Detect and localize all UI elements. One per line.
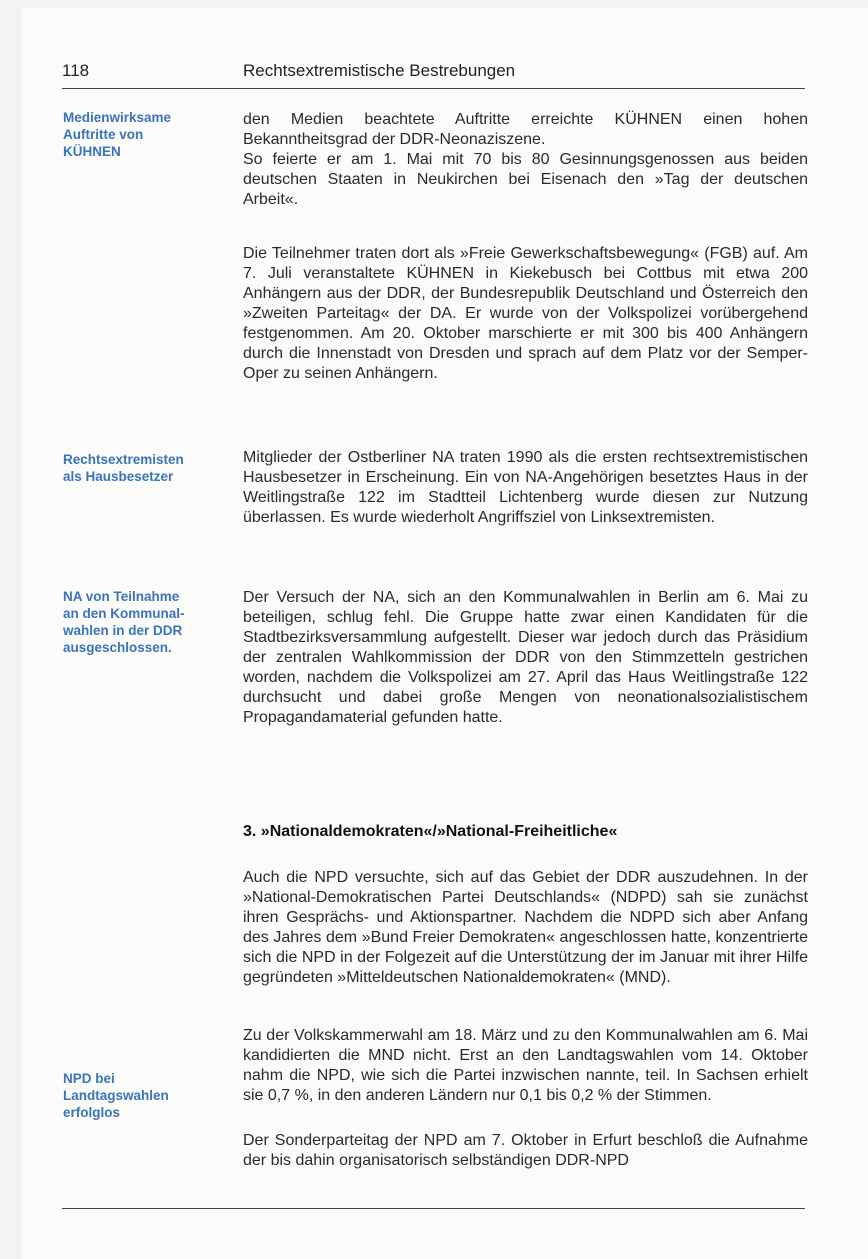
paragraph-sonderparteitag — [243, 1131, 808, 1171]
margin-note-line: NPD bei — [63, 1071, 115, 1086]
paragraph-text: Mitglieder der Ostberliner NA traten 1990 als die ersten rechtsextremistischen Hausbesetzer in Erscheinung. Ein von NA-Angehörigen besetztes Haus in der Weitlingstraße 122 im Stadtteil Lichtenberg wurde diesen zur Nutzung überlassen. Es wurde wiederholt Angriffsziel von Linksextremisten. — [243, 449, 808, 526]
running-title: Rechtsextremistische Bestrebungen — [243, 61, 516, 80]
margin-note-line: Auftritte von — [63, 127, 144, 142]
margin-note-line: erfolglos — [63, 1105, 121, 1120]
paragraph-npd-ddr — [243, 868, 808, 988]
margin-note-kommunalwahlen — [63, 588, 223, 656]
margin-note-line: KÜHNEN — [63, 144, 121, 159]
margin-note-line: Landtagswahlen — [63, 1088, 169, 1103]
margin-note-line: Rechtsextremisten — [63, 452, 184, 467]
margin-note-line: ausgeschlossen. — [63, 640, 172, 655]
paragraph-kommunalwahlen — [243, 588, 808, 728]
margin-note-npd-landtagswahlen — [63, 1070, 223, 1121]
paragraph-text: So feierte er am 1. Mai mit 70 bis 80 Gesinnungsgenossen aus beiden deutschen Staaten in Neukirchen bei Eisenach den »Tag der deutschen Arbeit«. — [243, 151, 808, 208]
margin-note-line: als Hausbesetzer — [63, 469, 174, 484]
margin-note-kuehnen — [63, 109, 223, 160]
margin-note-line: wahlen in der DDR — [63, 623, 183, 638]
paragraph-text: den Medien beachtete Auftritte erreichte KÜHNEN einen hohen Bekanntheitsgrad der DDR-Neonaziszene. — [243, 111, 808, 148]
paragraph-fgb — [243, 244, 808, 384]
paragraph-text: Die Teilnehmer traten dort als »Freie Gewerkschaftsbewegung« (FGB) auf. Am 7. Juli veranstaltete KÜHNEN in Kiekebusch bei Cottbus mit etwa 200 Anhängern aus der DDR, der Bundesrepublik Deutschland und Österreich den »Zweiten Parteitag« der DA. Er wurde von der Volkspolizei vorübergehend festgenommen. Am 20. Oktober marschierte er mit 300 bis 400 Anhängern durch die Innenstadt von Dresden und sprach auf dem Platz vor der Semper-Oper zu seinen Anhängern. — [243, 245, 808, 382]
margin-note-line: NA von Teilnahme — [63, 589, 180, 604]
paragraph-kuehnen — [243, 110, 808, 210]
paragraph-text: Der Versuch der NA, sich an den Kommunalwahlen in Berlin am 6. Mai zu beteiligen, schlug fehl. Die Gruppe hatte zwar einen Kandidaten für die Stadtbezirksversammlung aufgestellt. Dieser war jedoch durch das Präsidium der zentralen Wahlkommission der DDR von den Stimmzetteln gestrichen worden, nachdem die Volkspolizei am 27. April das Haus Weitlingstraße 122 durchsucht und dabei große Mengen von neonationalsozialistischem Propagandamaterial gefunden hatte. — [243, 589, 808, 726]
margin-note-line: an den Kommunal- — [63, 606, 185, 621]
section-heading: 3. »Nationaldemokraten«/»National-Freiheitliche« — [243, 823, 618, 840]
paragraph-hausbesetzer — [243, 448, 808, 528]
margin-note-line: Medienwirksame — [63, 110, 172, 125]
page-number: 118 — [62, 61, 90, 80]
header-rule — [62, 88, 805, 89]
paragraph-text: Der Sonderparteitag der NPD am 7. Oktober in Erfurt beschloß die Aufnahme der bis dahin organisatorisch selbständigen DDR-NPD — [243, 1132, 808, 1169]
paragraph-landtagswahlen — [243, 1026, 808, 1106]
footer-rule — [62, 1208, 805, 1209]
margin-note-hausbesetzer — [63, 451, 223, 485]
paragraph-text: Auch die NPD versuchte, sich auf das Gebiet der DDR auszudehnen. In der »National-Demokratischen Partei Deutschlands« (NDPD) sah sie zunächst ihren Gesprächs- und Aktionspartner. Nachdem die NDPD sich aber Anfang des Jahres dem »Bund Freier Demokraten« angeschlossen hatte, konzentrierte sich die NPD in der Folgezeit auf die Unterstützung der im Januar mit ihrer Hilfe gegründeten »Mitteldeutschen Nationaldemokraten« (MND). — [243, 869, 808, 986]
paragraph-text: Zu der Volkskammerwahl am 18. März und zu den Kommunalwahlen am 6. Mai kandidierten die MND nicht. Erst an den Landtagswahlen vom 14. Oktober nahm die NPD, wie sich die Partei inzwischen nannte, teil. In Sachsen erhielt sie 0,7 %, in den anderen Ländern nur 0,1 bis 0,2 % der Stimmen. — [243, 1027, 808, 1104]
